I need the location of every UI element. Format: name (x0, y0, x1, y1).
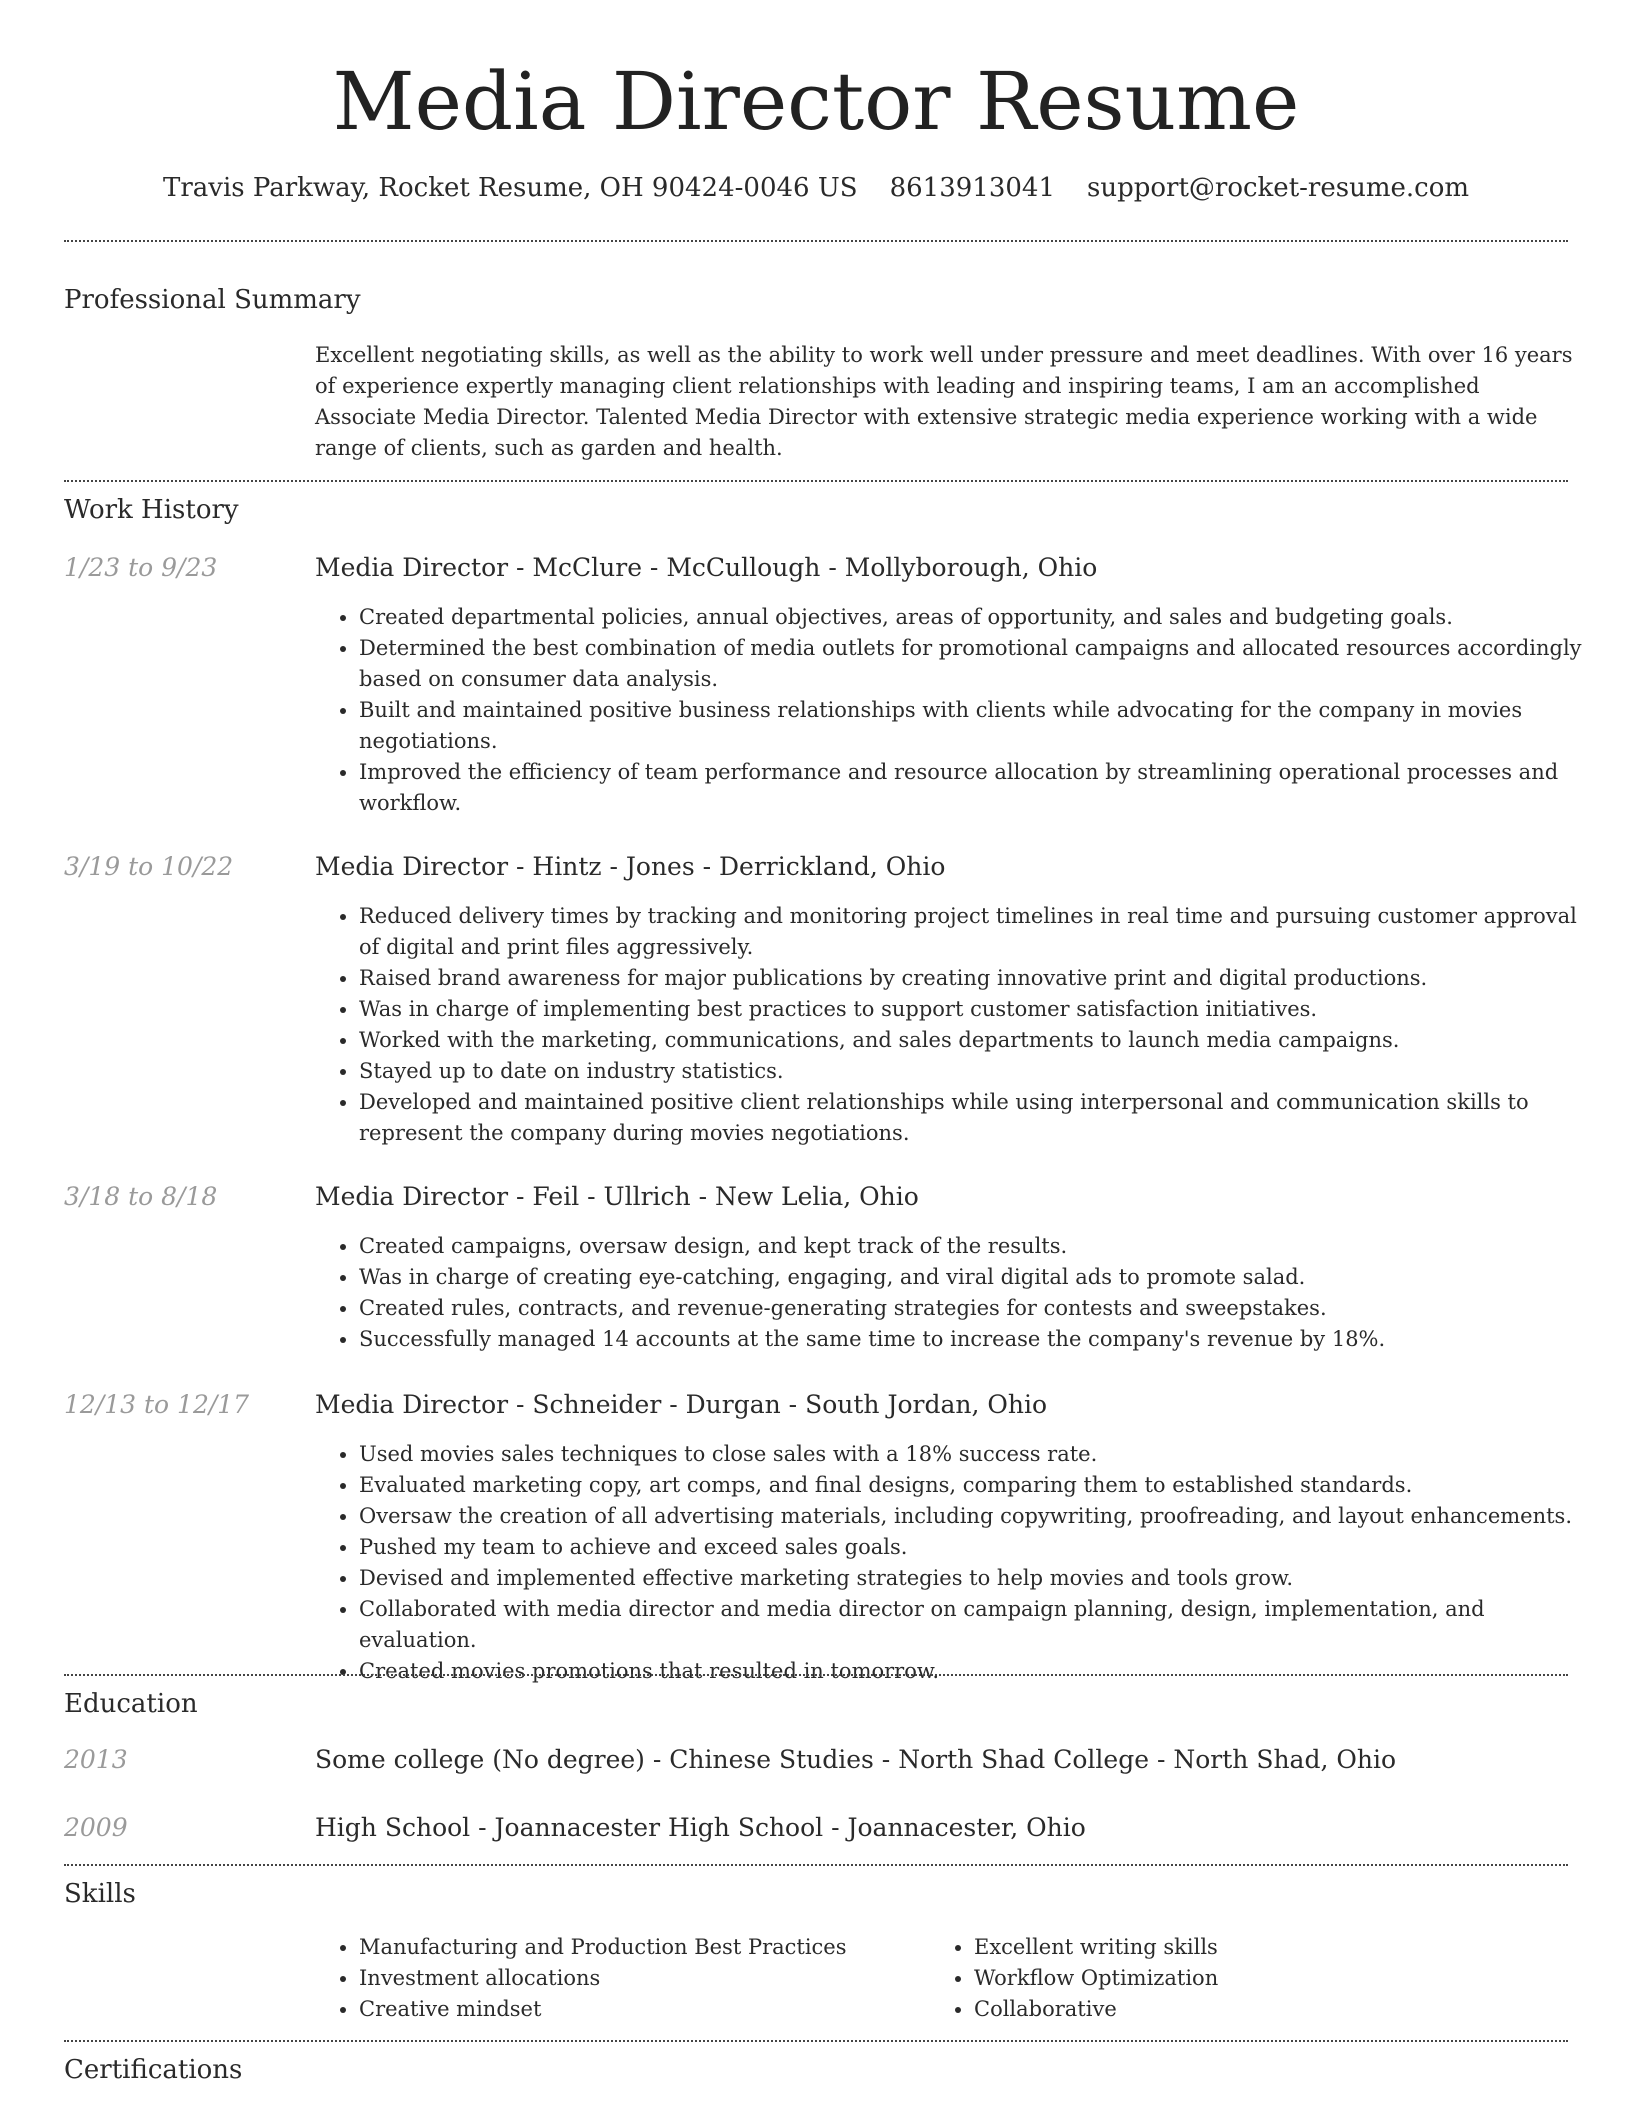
divider (64, 1864, 1568, 1866)
skill-item: • Excellent writing skills (974, 1932, 1574, 1963)
job-bullet: • Created rules, contracts, and revenue-generating strategies for contests and sweepstakes. (359, 1293, 1589, 1324)
summary-heading: Professional Summary (64, 285, 361, 315)
job-bullet: • Worked with the marketing, communications, and sales departments to launch media campaigns. (359, 1025, 1589, 1056)
summary-text: Excellent negotiating skills, as well as the ability to work well under pressure and meet deadlines. With over 16 years of experience expertly managing client relationships with leading and inspiring teams, I am an accomplished Associate Media Director. Talented Media Director with extensive strategic media experience working with a wide range of clients, such as garden and health. (315, 343, 1573, 460)
contact-phone: 8613913041 (889, 173, 1055, 203)
job-bullet: • Improved the efficiency of team performance and resource allocation by streamlining operational processes and workflow. (359, 757, 1589, 819)
divider (64, 240, 1568, 242)
job-dates: 12/13 to 12/17 (64, 1390, 250, 1419)
job-title: Media Director - Hintz - Jones - Derrickland, Ohio (315, 852, 946, 881)
job-bullet: • Was in charge of implementing best practices to support customer satisfaction initiatives. (359, 994, 1589, 1025)
job-bullets (315, 1439, 1589, 1687)
divider (64, 2040, 1568, 2042)
job-bullet: • Devised and implemented effective marketing strategies to help movies and tools grow. (359, 1563, 1589, 1594)
contact-email: support@rocket-resume.com (1087, 173, 1470, 203)
job-dates: 3/19 to 10/22 (64, 852, 234, 881)
skill-item: • Collaborative (974, 1994, 1574, 2025)
education-entry: High School - Joannacester High School - Joannacester, Ohio (315, 1813, 1086, 1842)
skills-list-right (930, 1932, 1574, 2025)
job-title: Media Director - McClure - McCullough - Mollyborough, Ohio (315, 553, 1098, 582)
job-bullet: • Created campaigns, oversaw design, and kept track of the results. (359, 1231, 1589, 1262)
job-bullet: • Evaluated marketing copy, art comps, and final designs, comparing them to established standards. (359, 1470, 1589, 1501)
job-bullet: • Pushed my team to achieve and exceed sales goals. (359, 1532, 1589, 1563)
job-dates: 3/18 to 8/18 (64, 1182, 218, 1211)
skill-item: • Manufacturing and Production Best Practices (359, 1932, 919, 1963)
job-bullet: • Stayed up to date on industry statistics. (359, 1056, 1589, 1087)
skill-item: • Investment allocations (359, 1963, 919, 1994)
education-entry: Some college (No degree) - Chinese Studies - North Shad College - North Shad, Ohio (315, 1745, 1397, 1774)
job-bullet: • Collaborated with media director and media director on campaign planning, design, implementation, and evaluation. (359, 1594, 1589, 1656)
skill-item: • Creative mindset (359, 1994, 919, 2025)
certifications-heading: Certifications (64, 2055, 243, 2085)
job-bullet: • Developed and maintained positive client relationships while using interpersonal and communication skills to represent the company during movies negotiations. (359, 1087, 1589, 1149)
contact-line (0, 170, 1632, 206)
contact-address: Travis Parkway, Rocket Resume, OH 90424-0046 US (162, 173, 858, 203)
job-bullet: • Raised brand awareness for major publications by creating innovative print and digital productions. (359, 963, 1589, 994)
job-bullets (315, 602, 1589, 819)
job-bullets (315, 901, 1589, 1149)
job-bullet: • Created departmental policies, annual objectives, areas of opportunity, and sales and budgeting goals. (359, 602, 1589, 633)
page-title: Media Director Resume (332, 55, 1300, 148)
divider (64, 480, 1568, 482)
work-history-heading: Work History (64, 495, 239, 525)
job-dates: 1/23 to 9/23 (64, 553, 218, 582)
job-bullet: • Created movies promotions that resulted in tomorrow. (359, 1656, 1589, 1687)
skills-heading: Skills (64, 1879, 136, 1909)
divider (64, 1674, 1568, 1676)
job-bullet: • Reduced delivery times by tracking and monitoring project timelines in real time and pursuing customer approval of digital and print files aggressively. (359, 901, 1589, 963)
education-heading: Education (64, 1689, 198, 1719)
job-bullets (315, 1231, 1589, 1355)
job-bullet: • Determined the best combination of media outlets for promotional campaigns and allocated resources accordingly based on consumer data analysis. (359, 633, 1589, 695)
job-bullet: • Was in charge of creating eye-catching, engaging, and viral digital ads to promote salad. (359, 1262, 1589, 1293)
job-title: Media Director - Schneider - Durgan - South Jordan, Ohio (315, 1390, 1048, 1419)
education-year: 2013 (64, 1745, 128, 1774)
job-bullet: • Used movies sales techniques to close sales with a 18% success rate. (359, 1439, 1589, 1470)
skill-item: • Workflow Optimization (974, 1963, 1574, 1994)
skills-list-left (315, 1932, 919, 2025)
job-bullet: • Successfully managed 14 accounts at the same time to increase the company's revenue by 18%. (359, 1324, 1589, 1355)
job-title: Media Director - Feil - Ullrich - New Lelia, Ohio (315, 1182, 919, 1211)
job-bullet: • Built and maintained positive business relationships with clients while advocating for the company in movies negotiations. (359, 695, 1589, 757)
job-bullet: • Oversaw the creation of all advertising materials, including copywriting, proofreading, and layout enhancements. (359, 1501, 1589, 1532)
education-year: 2009 (64, 1813, 128, 1842)
